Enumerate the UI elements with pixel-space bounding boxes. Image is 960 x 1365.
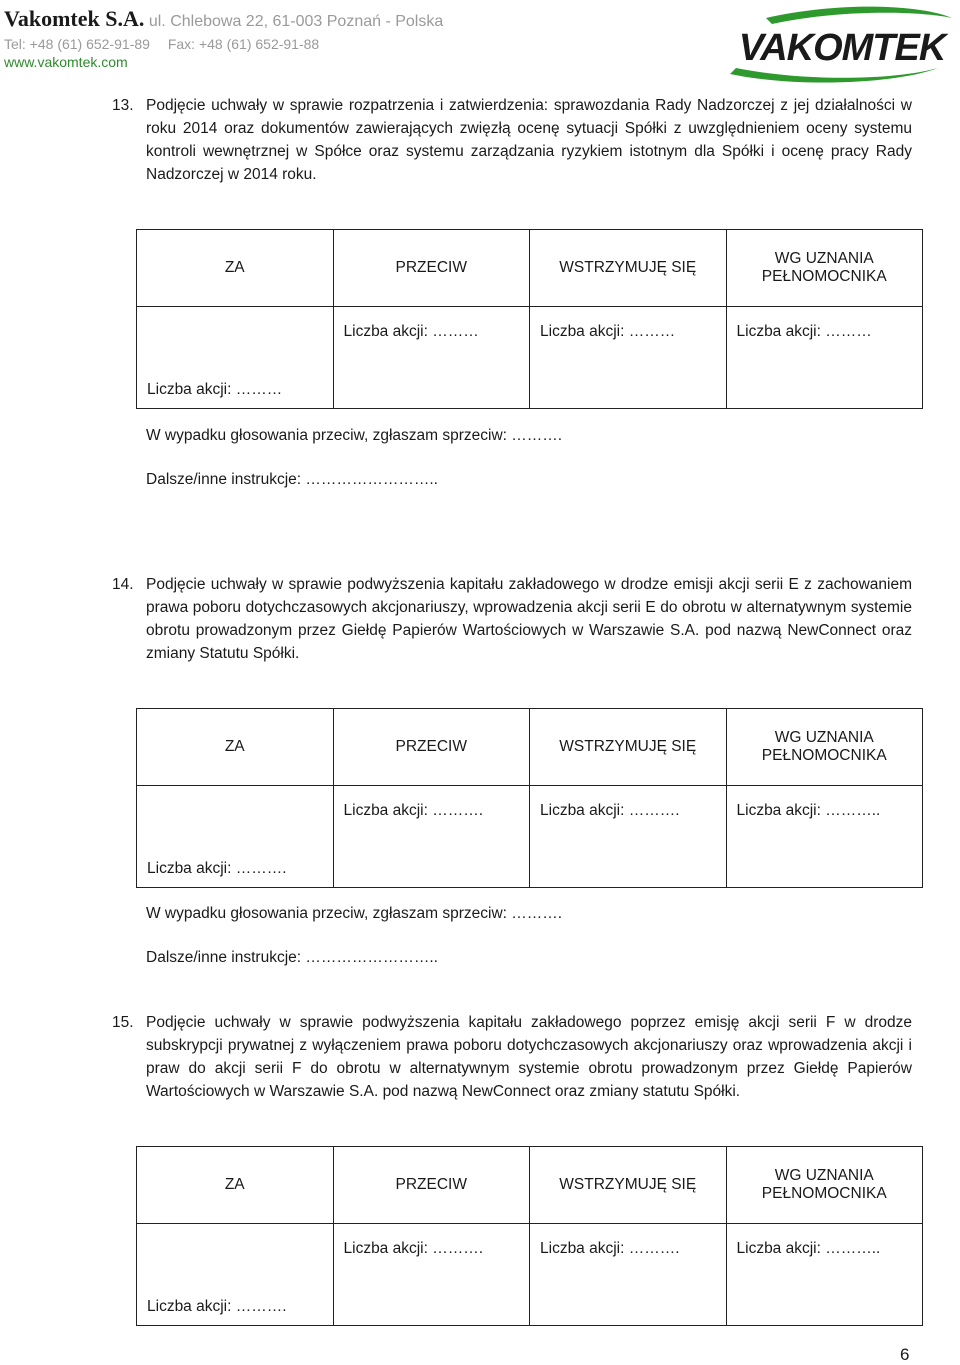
item-text: Podjęcie uchwały w sprawie podwyższenia kapitału zakładowego w drodze emisji akcji serii E z zachowaniem prawa poboru dotychczasowych akcjonariuszy, wprowadzenia akcji serii E do obrotu w alternatywnym systemie obrotu prowadzonym przez Giełdę Papierów Wartościowych w Warszawie S.A. pod nazwą NewConnect oraz zmiany Statutu Spółki.: [146, 576, 912, 662]
share-count-za[interactable]: Liczba akcji: ……….: [137, 786, 334, 888]
header-wg-uznania: WG UZNANIA PEŁNOMOCNIKA: [726, 1147, 923, 1224]
vakomtek-logo: [726, 4, 958, 88]
objection-field[interactable]: W wypadku głosowania przeciw, zgłaszam sprzeciw: ……….: [146, 427, 563, 444]
header-za: ZA: [137, 230, 334, 307]
header-przeciw: PRZECIW: [333, 230, 530, 307]
vote-table-13: [136, 229, 923, 409]
share-count-za[interactable]: Liczba akcji: ……….: [137, 1224, 334, 1326]
header-przeciw: PRZECIW: [333, 709, 530, 786]
header-za: ZA: [137, 1147, 334, 1224]
resolution-item-14: [112, 573, 912, 665]
fax-number: Fax: +48 (61) 652-91-88: [167, 36, 320, 52]
vote-table-14: [136, 708, 923, 888]
header-wstrzymuje: WSTRZYMUJĘ SIĘ: [530, 1147, 727, 1224]
website-link[interactable]: www.vakomtek.com: [4, 54, 128, 70]
company-name: Vakomtek S.A.: [4, 6, 145, 31]
header-wstrzymuje: WSTRZYMUJĘ SIĘ: [530, 709, 727, 786]
share-count-wg-uznania[interactable]: Liczba akcji: ………..: [726, 786, 923, 888]
share-count-wg-uznania[interactable]: Liczba akcji: ………: [726, 307, 923, 409]
objection-field[interactable]: W wypadku głosowania przeciw, zgłaszam sprzeciw: ……….: [146, 905, 563, 922]
share-count-przeciw[interactable]: Liczba akcji: ……….: [333, 786, 530, 888]
share-count-wstrzymuje[interactable]: Liczba akcji: ……….: [530, 1224, 727, 1326]
instructions-field[interactable]: Dalsze/inne instrukcje: ……………………..: [146, 471, 438, 488]
resolution-item-13: [112, 94, 912, 186]
share-count-przeciw[interactable]: Liczba akcji: ………: [333, 307, 530, 409]
letterhead: [4, 6, 443, 70]
header-przeciw: PRZECIW: [333, 1147, 530, 1224]
share-count-wg-uznania[interactable]: Liczba akcji: ………..: [726, 1224, 923, 1326]
header-za: ZA: [137, 709, 334, 786]
share-count-za[interactable]: Liczba akcji: ………: [137, 307, 334, 409]
share-count-wstrzymuje[interactable]: Liczba akcji: ……….: [530, 786, 727, 888]
header-wg-uznania: WG UZNANIA PEŁNOMOCNIKA: [726, 230, 923, 307]
item-number: 13.: [112, 97, 134, 114]
company-address: ul. Chlebowa 22, 61-003 Poznań - Polska: [148, 13, 444, 30]
logo-wordmark: VAKOMTEK: [738, 27, 946, 69]
resolution-item-15: [112, 1011, 912, 1103]
item-number: 15.: [112, 1014, 134, 1031]
instructions-field[interactable]: Dalsze/inne instrukcje: ……………………..: [146, 949, 438, 966]
header-wstrzymuje: WSTRZYMUJĘ SIĘ: [530, 230, 727, 307]
page-number: 6: [900, 1345, 910, 1364]
item-text: Podjęcie uchwały w sprawie podwyższenia kapitału zakładowego poprzez emisję akcji serii F w drodze subskrypcji prywatnej z wyłączeniem prawa poboru dotychczasowych akcjonariuszy oraz wprowadzenia akcji i praw do akcji serii F do obrotu w alternatywnym systemie obrotu prowadzonym przez Giełdę Papierów Wartościowych w Warszawie S.A. pod nazwą NewConnect oraz zmiany statutu Spółki.: [146, 1014, 912, 1100]
item-text: Podjęcie uchwały w sprawie rozpatrzenia i zatwierdzenia: sprawozdania Rady Nadzorczej z jej działalności w roku 2014 oraz dokumentów zawierających zwięzłą ocenę sytuacji Spółki z uwzględnieniem oceny systemu kontroli wewnętrznej w Spółce oraz systemu zarządzania ryzykiem istotnym dla Spółki i ocenę pracy Rady Nadzorczej w 2014 roku.: [146, 97, 912, 183]
share-count-przeciw[interactable]: Liczba akcji: ……….: [333, 1224, 530, 1326]
item-number: 14.: [112, 576, 134, 593]
share-count-wstrzymuje[interactable]: Liczba akcji: ………: [530, 307, 727, 409]
phone-number: Tel: +48 (61) 652-91-89: [4, 36, 150, 52]
header-wg-uznania: WG UZNANIA PEŁNOMOCNIKA: [726, 709, 923, 786]
vote-table-15: [136, 1146, 923, 1326]
